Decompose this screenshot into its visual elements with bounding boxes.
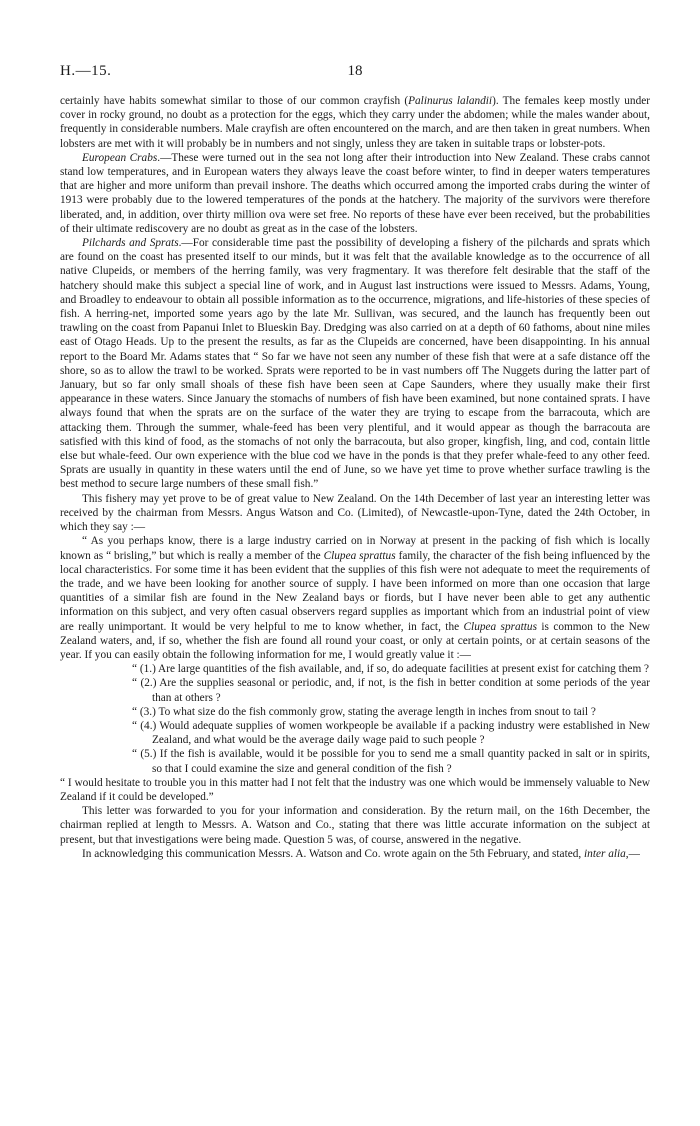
text-run: “ As you perhaps know, there is a large industry carried on in Norway at present in the packing of fish which is locally known as “ brisling,” but which is really a member of the <box>60 535 650 562</box>
document-body <box>60 94 650 861</box>
text-run: ). The females keep mostly under cover in rocky ground, no doubt as a protection for the eggs, which they carry under the abdomen; while the males wander about, frequently in considerable numbers. Male crayfish are often encountered on the march, and are then taken in great numbers. When lobsters are met with it will probably be in numbers and not singly, unless they are taken in suitable traps or lobster-pots. <box>60 95 650 150</box>
page-header <box>60 64 650 82</box>
italic-run: Palinurus lalandii <box>408 95 493 107</box>
paragraph-group <box>60 94 650 662</box>
paragraph-forwarded: This letter was forwarded to you for your information and consideration. By the return mail, on the 16th December, the chairman replied at length to Messrs. A. Watson and Co., stating that there was little accurate information on the subject at present, but that investigations were being made. Question 5 was, of course, answered in the negative. <box>60 805 650 846</box>
question-list <box>60 662 650 776</box>
question-item: “ (1.) Are large quantities of the fish available, and, if so, do adequate facilities at present exist for catching them ? <box>132 663 650 676</box>
final-paragraph <box>60 847 650 861</box>
final-italic: inter alia <box>584 847 626 860</box>
question-item: “ (2.) Are the supplies seasonal or periodic, and, if not, is the fish in better condition at some periods of the year than at others ? <box>132 677 650 704</box>
text-run: certainly have habits somewhat similar to those of our common crayfish ( <box>60 95 409 107</box>
paragraph-hesitate: “ I would hesitate to trouble you in this matter had I not felt that the industry was one which would be immensely valuable to New Zealand if it could be developed.” <box>60 776 650 803</box>
question-item: “ (3.) To what size do the fish commonly grow, stating the average length in inches from snout to tail ? <box>132 705 596 718</box>
italic-run: European Crabs <box>82 151 158 164</box>
paragraph-crabs <box>60 151 650 236</box>
paragraph-letter <box>60 534 650 662</box>
text-run: This fishery may yet prove to be of great value to New Zealand. On the 14th December of last year an interesting letter was received by the chairman from Messrs. Angus Watson and Co. (Limited), of Newcastle-upon-Tyne, dated the 24th October, in which they say :— <box>60 492 650 534</box>
text-run: .—These were turned out in the sea not long after their introduction into New Zealand. These crabs cannot stand low temperatures, and in European waters they always leave the coast before winter, to find in deeper waters temperatures that are higher and more uniform than prevail inshore. The deaths which occurred among the imported crabs during the winter of 1913 were probably due to the lowered temperatures of the ponds at the hatchery. The majority of the survivors were therefore liberated, and, in addition, over thirty million ova were set free. No reports of these have ever been received, but the probabilities of their ultimate rediscovery are no doubt as great as in the case of the lobsters. <box>60 151 650 235</box>
closing-paragraphs <box>60 776 650 847</box>
page-number: 18 <box>347 63 363 79</box>
italic-run: Pilchards and Sprats <box>82 237 179 250</box>
italic-run: Clupea sprattus <box>323 549 396 562</box>
final-tail: ,— <box>625 847 640 860</box>
text-run: is common to the New Zealand waters, and, if so, whether the fish are found all round your coast, or only at certain points, or at certain seasons of the year. If you can easily obtain the following information for me, I would greatly value it :— <box>60 620 650 661</box>
text-run: family, the character of the fish being influenced by the local characteristics. For some time it has been evident that the supplies of this fish were not adequate to meet the requirements of the trade, and we have been looking for another source of supply. I have been informed on more than one occasion that large quantities of a similar fish are found in the New Zealand bays or fiords, but I have never been able to get any authentic information on this subject, and very often casual observers regard supplies as important which from an industrial point of view are really unimportant. It would be very helpful to me to know whether, in fact, the <box>60 549 650 633</box>
question-item: “ (4.) Would adequate supplies of women workpeople be available if a packing industry were established in New Zealand, and what would be the average daily wage paid to such people ? <box>132 719 650 747</box>
final-text: In acknowledging this communication Messrs. A. Watson and Co. wrote again on the 5th February, and stated, <box>82 847 585 860</box>
paragraph-fishery <box>60 492 650 535</box>
italic-run: Clupea sprattus <box>463 620 537 633</box>
text-run: .—For considerable time past the possibility of developing a fishery of the pilchards and sprats which are found on the coast has presented itself to our minds, but it was felt that the available knowledge as to the occurrence of all native Clupeids, or members of the herring family, was very fragmentary. It was therefore felt desirable that the staff of the hatchery should make this subject a special line of work, and in August last instructions were issued to Messrs. Adams, Young, and Broadley to endeavour to obtain all possible information as to the occurrence, migrations, and life-histories of these species of fish. A herring-net, imported some years ago by the late Mr. Sullivan, was secured, and the launch has frequently been out trawling on the coast from Papanui Inlet to Blueskin Bay. Dredging was also carried on at a depth of 60 fathoms, about nine miles east of Otago Heads. Up to the present the results, as far as the Clupeids are concerned, have been disappointing. In his annual report to the Board Mr. Adams states that “ So far we have not seen any number of these fish that were at a safe distance off the shore, so as to allow the trawl to be worked. Sprats were reported to be in vast numbers off The Nuggets during the latter part of January, but so far only small shoals of these fish have been seen at Cape Saunders, where they usually make their first appearance in these waters. Since January the stomachs of numbers of fish have been examined, but none contained sprats. I have always found that when the sprats are on the surface of the water they are trying to escape from the barracouta, which are attacking them. Through the summer, whale-feed has been very plentiful, and it would appear as though the barracouta are satisfied with this kind of food, as the stomachs of not only the barracouta, but also groper, kingfish, ling, and cod, contain little else but whale-feed. Our own experience with the blue cod we have in the ponds is that they prefer whale-feed to any other feed. Sprats are usually in quantity in these waters until the end of June, so we have yet time to prove whether surface trawling is the best method to secure large numbers of these small fish.” <box>60 237 650 491</box>
document-reference: H.—15. <box>60 63 112 79</box>
paragraph-crayfish <box>60 94 650 151</box>
paragraph-pilchards <box>60 236 650 492</box>
question-item: “ (5.) If the fish is available, would it be possible for you to send me a small quantity packed in salt or in spirits, so that I could examine the size and general condition of the fish ? <box>132 748 650 775</box>
